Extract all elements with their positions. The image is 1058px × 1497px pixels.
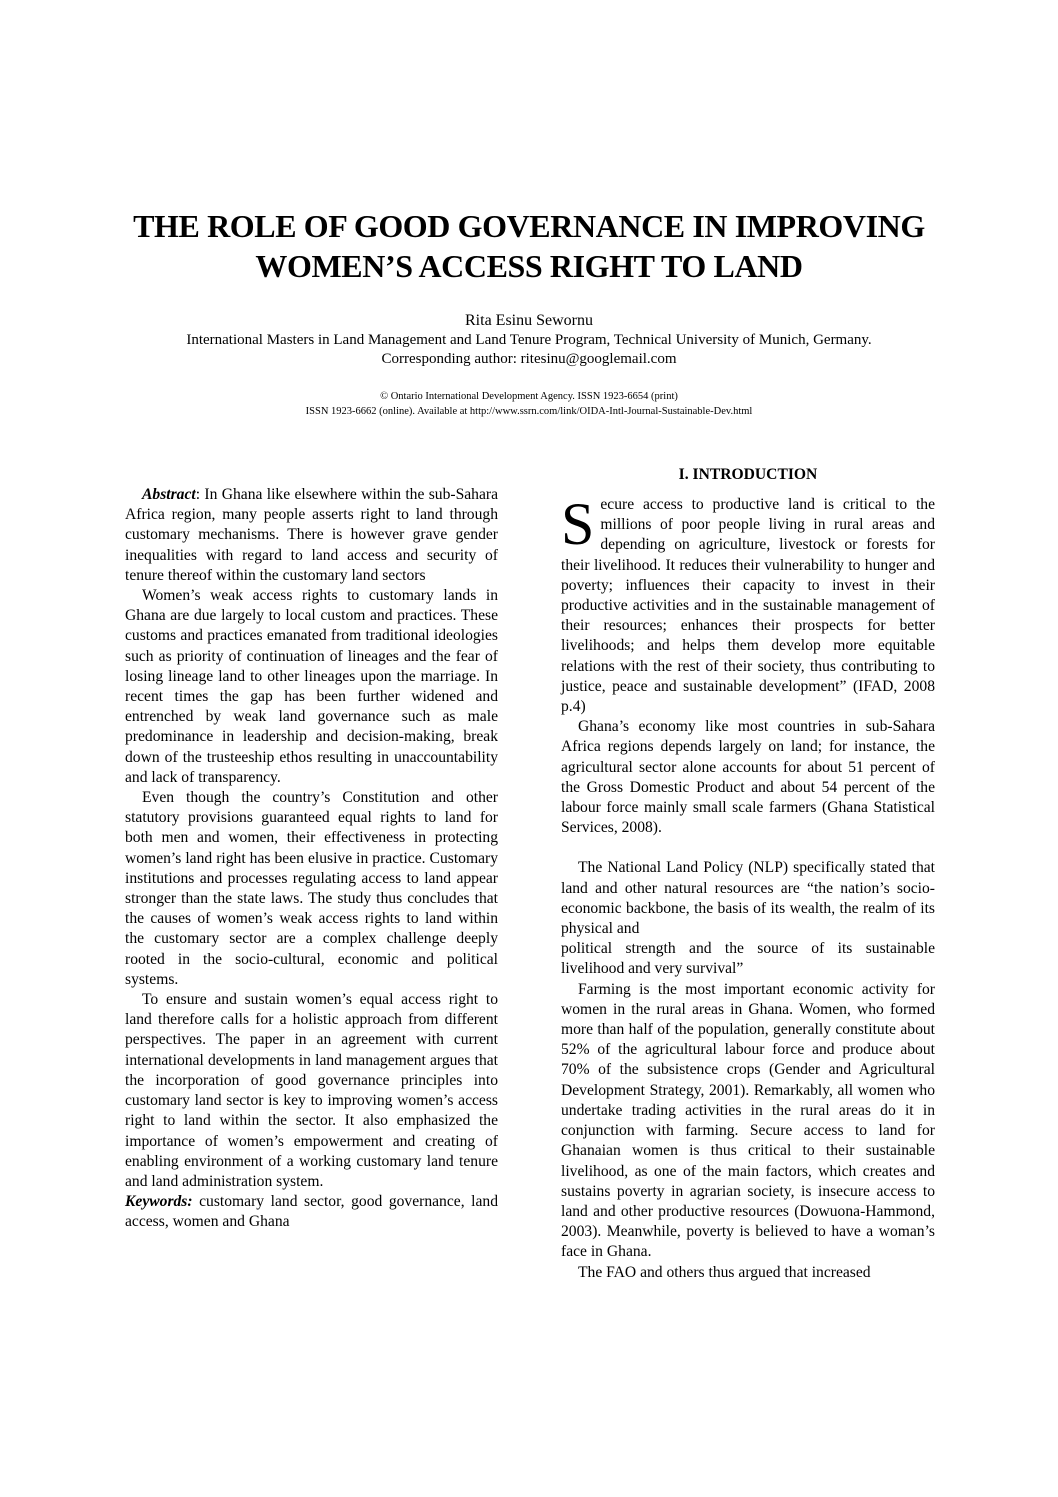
intro-paragraph-4: Farming is the most important economic activity for women in the rural areas in Ghana. Women, who formed more than half of the population, generally constitute about 52% of the agricultural labour force and produce about 70% of the subsistence crops (Gender and Agricultural Development Strategy, 2001). Remarkably, all women who undertake trading activities in the rural areas do it in conjunction with farming. Secure access to land for Ghanaian women is thus critical to their sustainable livelihood, as one of the main factors, which creates and sustains poverty in agrarian society, is insecure access to land and other productive resources (Dowuona-Hammond, 2003). Meanwhile, poverty is believed to have a woman’s face in Ghana.: [561, 980, 935, 1261]
abstract-column: [125, 485, 498, 1233]
abstract-text: : In Ghana like elsewhere within the sub-Sahara Africa region, many people asserts right to land through customary mechanisms. There is however grave gender inequalities with regard to land access and security of tenure thereof within the customary land sectors: [125, 486, 498, 584]
corresponding-author: Corresponding author: ritesinu@googlemail.com: [381, 351, 677, 367]
intro-paragraph-2: Ghana’s economy like most countries in sub-Sahara Africa regions depends largely on land; for instance, the agricultural sector alone accounts for about 51 percent of the Gross Domestic Product and about 54 percent of the labour force mainly small scale farmers (Ghana Statistical Services, 2008).: [561, 718, 935, 837]
drop-cap: S: [561, 491, 595, 557]
paper-title: [0, 206, 1058, 286]
title-line-2: WOMEN’S ACCESS RIGHT TO LAND: [255, 248, 803, 284]
affiliation-block: [0, 331, 1058, 369]
affiliation: International Masters in Land Management and Land Tenure Program, Technical University of Munich, Germany.: [186, 332, 872, 348]
abstract-paragraph-3: Even though the country’s Constitution and other statutory provisions guaranteed equal rights to land for both men and women, their effectiveness in protecting women’s land right has been elusive in practice. Customary institutions and processes regulating access to land appear stronger than the state laws. The study thus concludes that the causes of women’s weak access rights to land within the customary sector are a complex challenge deeply rooted in the socio-cultural, economic and political systems.: [125, 789, 498, 988]
abstract-paragraph-2: Women’s weak access rights to customary lands in Ghana are due largely to local custom and practices. These customs and practices emanated from traditional ideologies such as priority of continuation of lineages and the fear of losing lineage land to other lineages upon the marriage. In recent times the gap has been further widened and entrenched by weak land governance such as male predominance in leadership and decision-making, break down of the trusteeship ethos resulting in unaccountability and lack of transparency.: [125, 587, 498, 786]
keywords: [125, 1192, 498, 1232]
abstract-paragraph-4: To ensure and sustain women’s equal access right to land therefore calls for a holistic approach from different perspectives. The paper in an agreement with current international developments in land management argues that the incorporation of good governance principles into customary land sector is key to improving women’s access right to land within the sector. It also emphasized the importance of women’s empowerment and creating of enabling environment of a working customary land tenure and land administration system.: [125, 991, 498, 1190]
intro-paragraph-3: The National Land Policy (NLP) specifically stated that land and other natural resources are “the nation’s socio-economic backbone, the basis of its wealth, the realm of its physical and: [561, 859, 935, 938]
introduction-heading: I. INTRODUCTION: [678, 466, 818, 483]
intro-paragraph-5: The FAO and others thus argued that increased: [578, 1263, 871, 1281]
introduction-column: [561, 465, 935, 1283]
abstract-label: Abstract: [142, 486, 196, 503]
title-line-1: THE ROLE OF GOOD GOVERNANCE IN IMPROVING: [133, 208, 925, 244]
keywords-text: customary land sector, good governance, land access, women and Ghana: [125, 1193, 498, 1231]
abstract-paragraph: [125, 485, 498, 586]
copyright-line-1: © Ontario International Development Agency. ISSN 1923-6654 (print): [380, 391, 678, 402]
intro-paragraph-3-cont: political strength and the source of its sustainable livelihood and very survival”: [561, 940, 935, 978]
keywords-label: Keywords:: [125, 1193, 193, 1211]
paragraph-gap: [561, 838, 935, 858]
intro-paragraph-1: [561, 491, 935, 717]
copyright-notice: [0, 389, 1058, 419]
intro-paragraph-1-text: ecure access to productive land is critical to the millions of poor people living in rural areas and depending on agriculture, livestock or forests for their livelihood. It reduces their vulnerability to hunger and poverty; influences their capacity to invest in their productive activities and in the sustainable management of their resources; enhances their prospects for better livelihoods; and helps them develop more equitable relations with the rest of their society, thus contributing to justice, peace and sustainable development” (IFAD, 2008 p.4): [561, 496, 935, 716]
author-name: Rita Esinu Sewornu: [465, 312, 593, 329]
copyright-line-2: ISSN 1923-6662 (online). Available at http://www.ssrn.com/link/OIDA-Intl-Journal-Sustainable-Dev.html: [305, 406, 753, 417]
